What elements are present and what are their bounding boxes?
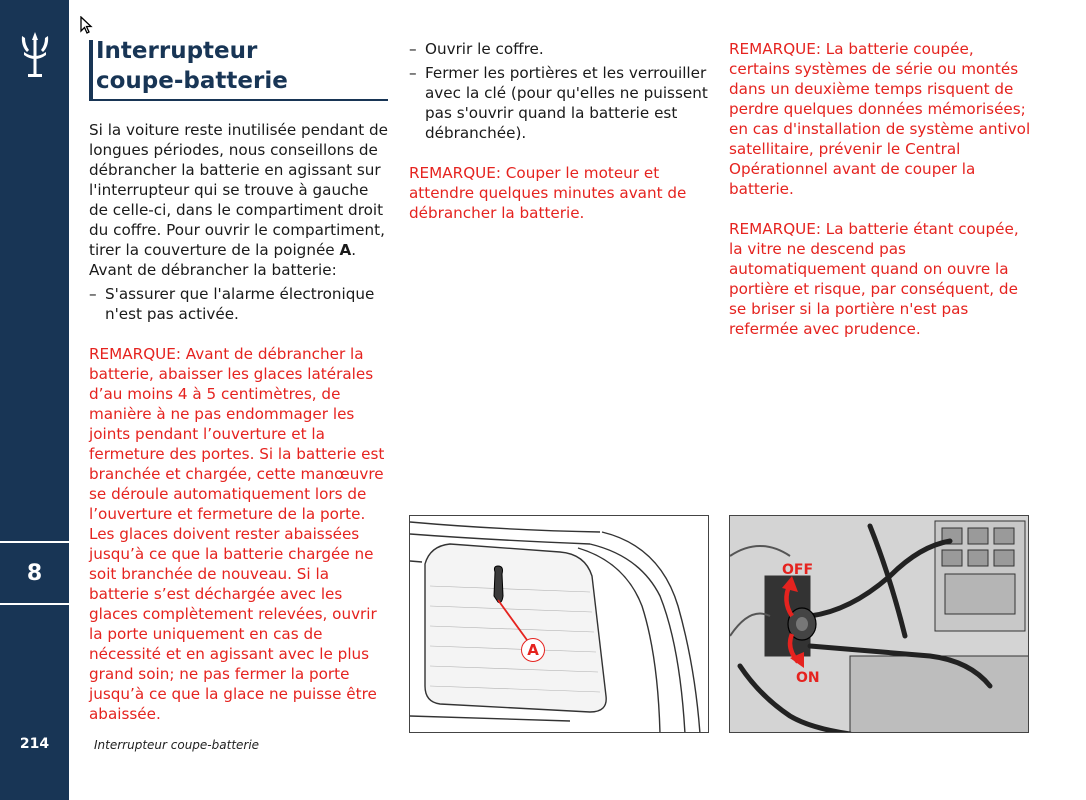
before-paragraph: Avant de débrancher la batterie: (89, 261, 337, 279)
page-title (96, 36, 288, 96)
remark-windows: REMARQUE: Avant de débrancher la batterie, abaisser les glaces latérales d’au moins 4 à 5 centimètres, de manière à ne pas endommager les joints pendant l’ouverture et la fermeture des portes. Si la batterie est branchée et chargée, cette manœuvre se déroule automatiquement lors de l’ouverture et fermeture de la porte. Les glaces doivent rester abaissées jusqu’à ce que la batterie chargée ne soit branchée de nouveau. Si la batterie s’est déchargée avec les glaces complètement relevées, ouvrir la porte uniquement en cas de nécessité et en agissant avec le plus grand soin; ne pas fermer la porte jusqu’à ce que la glace ne puisse être abaissée. (89, 345, 385, 723)
trunk-illustration (410, 516, 709, 733)
intro-end: . (351, 241, 357, 259)
mouse-pointer-icon (80, 16, 94, 36)
chapter-tab[interactable]: 8 (0, 541, 69, 605)
intro-paragraph (89, 120, 389, 260)
sidebar (0, 0, 69, 800)
column-2 (409, 39, 709, 223)
trident-logo-icon (19, 30, 51, 80)
intro-text: Si la voiture reste inutilisée pendant de longues périodes, nous conseillons de débrancher la batterie en agissant sur l'interrupteur qui se trouve à gauche de celle-ci, dans le compartiment droit du coffre. Pour ouvrir le compartiment, tirer la couverture de la poignée (89, 121, 388, 259)
remark-window-glass: REMARQUE: La batterie étant coupée, la vitre ne descend pas automatiquement quand on ouvre la portière et risque, par conséquent, de se briser si la portière n'est pas refermée avec prudence. (729, 220, 1019, 338)
title-line-2: coupe-batterie (96, 68, 288, 94)
running-footer: Interrupteur coupe-batterie (94, 738, 260, 752)
title-line-1: Interrupteur (96, 38, 258, 64)
column-3 (729, 39, 1031, 339)
title-accent-bar (89, 40, 93, 99)
step-lock-doors: – Fermer les portières et les verrouiller avec la clé (pour qu'elles ne puissent pas s'ouvrir quand la batterie est débranchée). (409, 63, 709, 143)
step-alarm: – S'assurer que l'alarme électronique n'est pas activée. (89, 284, 389, 324)
remark-memory: REMARQUE: La batterie coupée, certains systèmes de série ou montés dans un deuxième temps risquent de perdre quelques données mémorisées; en cas d'installation de système antivol satellitaire, prévenir le Central Opérationnel avant de couper la batterie. (729, 40, 1031, 198)
step-open-trunk: – Ouvrir le coffre. (409, 39, 709, 59)
battery-switch-illustration (730, 516, 1029, 733)
remark-engine: REMARQUE: Couper le moteur et attendre quelques minutes avant de débrancher la batterie. (409, 164, 687, 222)
callout-reference: A (339, 241, 352, 259)
on-label: ON (796, 670, 820, 686)
off-label: OFF (782, 562, 814, 578)
figure-trunk-compartment (409, 515, 709, 733)
figure-battery-switch (729, 515, 1029, 733)
page-number: 214 (19, 736, 50, 752)
title-rule (89, 99, 388, 101)
callout-a-label: A (527, 641, 539, 659)
column-1 (89, 120, 389, 724)
callout-a-badge (521, 638, 545, 662)
